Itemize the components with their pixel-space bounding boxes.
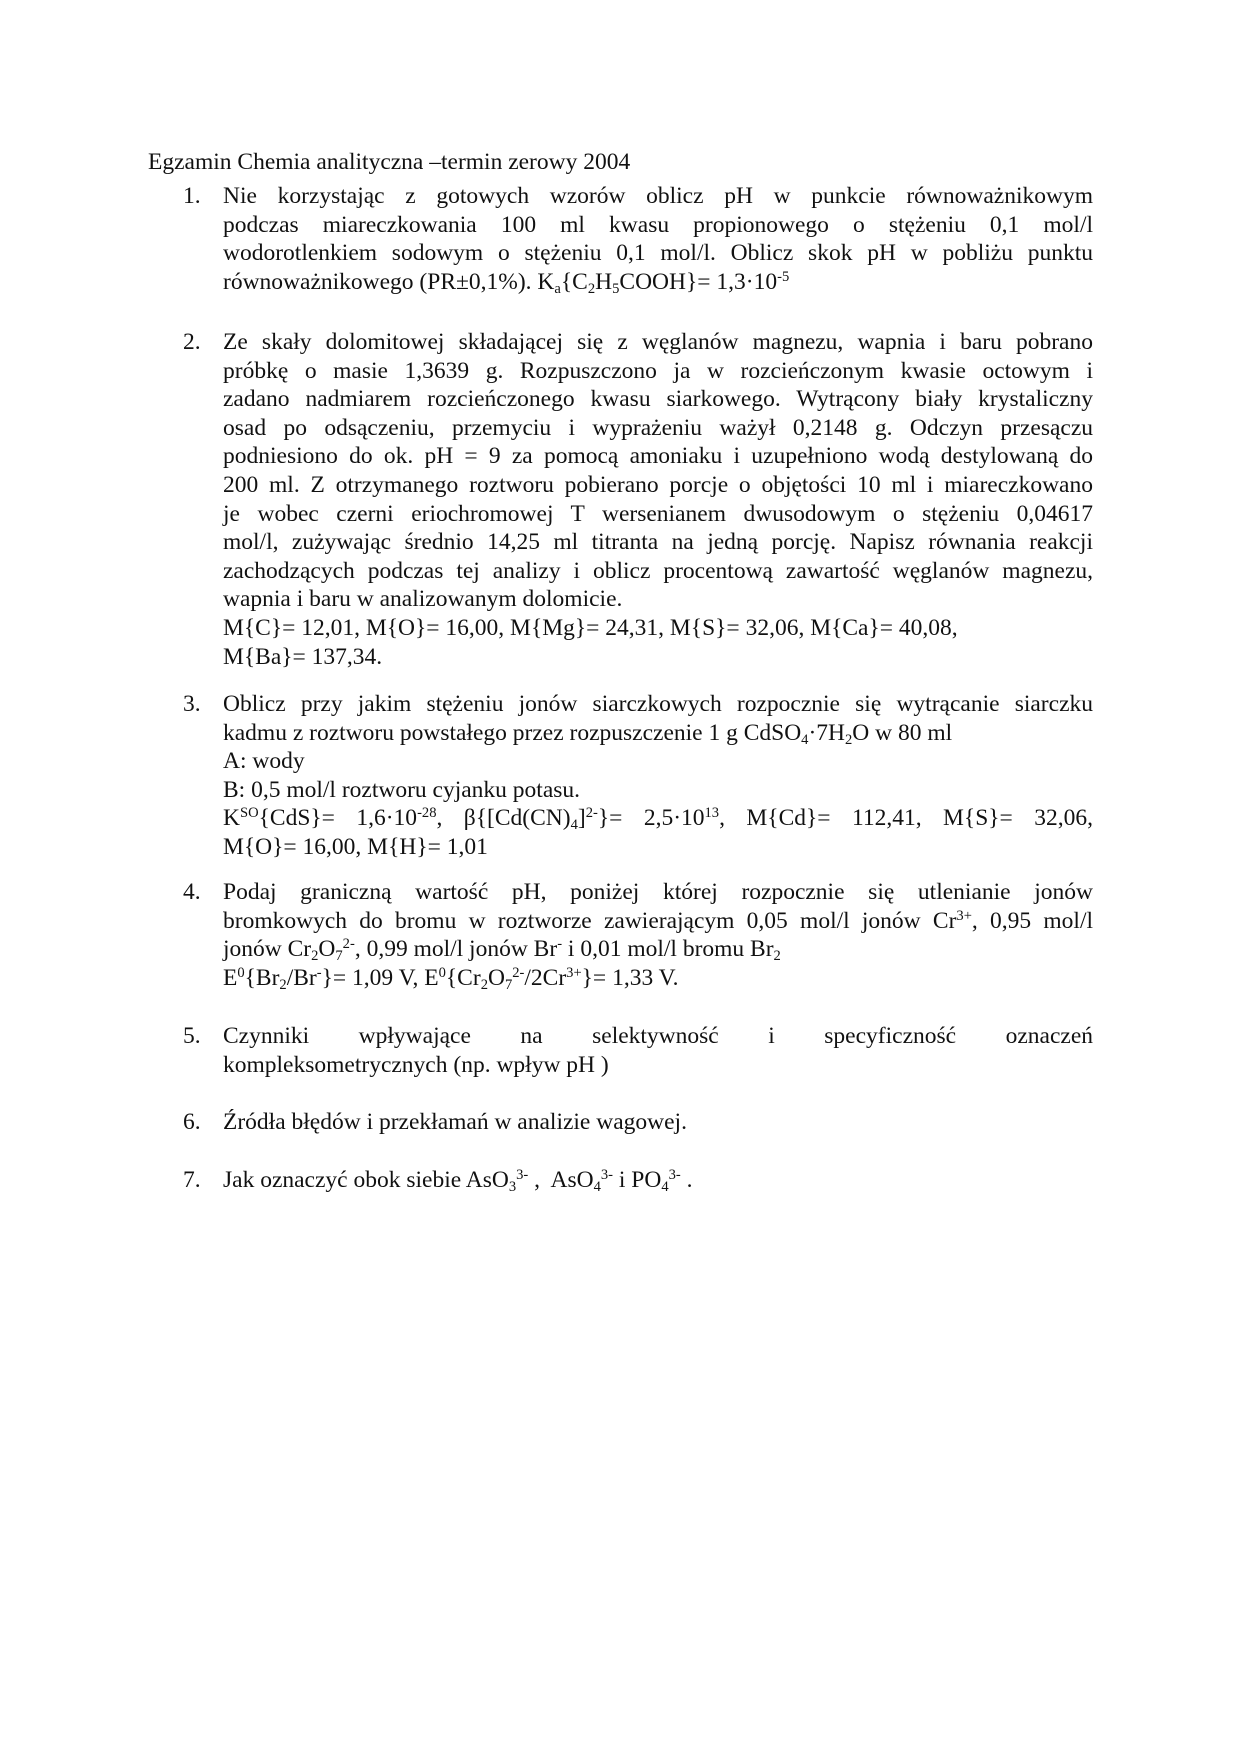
- text-line: podniesiono do ok. pH = 9 za pomocą amoniaku i uzupełniono wodą destylowaną do: [223, 443, 1093, 470]
- text-line: Jak oznaczyć obok siebie AsO$_3^{3-}$ , AsO$_4^{3-}$ i $PO_4^{3-}$ .: [223, 1167, 693, 1196]
- document-title: Egzamin Chemia analityczna –termin zerowy 2004: [148, 149, 631, 175]
- constants-line: $K^{SO}\{CdS\}= 1,6\cdot 10^{-28}$, $\beta\{[Cd(CN)_4]^{2-}\}= 2,5\cdot 10^{13}$, M{Cd}= 112,41, M{S}= 32,06,: [223, 805, 1093, 834]
- text-line: wodorotlenkiem sodowym o stężeniu 0,1 mol/l. Oblicz skok pH w pobliżu punktu: [223, 240, 1093, 267]
- text-line: Nie korzystając z gotowych wzorów oblicz pH w punkcie równoważnikowym: [223, 183, 1093, 209]
- question-number: 1.: [183, 183, 201, 209]
- question-body: [223, 1166, 1093, 1195]
- question-body: [223, 1108, 1093, 1137]
- text-line: Ze skały dolomitowej składającej się z węglanów magnezu, wapnia i baru pobrano: [223, 329, 1093, 355]
- text-line: kompleksometrycznych (np. wpływ pH ): [223, 1051, 609, 1078]
- text-line: jonów $Cr_2O_7^{2-}$, 0,99 mol/l jonów Br- i 0,01 mol/l bromu $Br_2$: [223, 936, 781, 965]
- text-line: bromkowych do bromu w roztworze zawierającym 0,05 mol/l jonów $Cr^{3+}$, 0,95 mol/l: [223, 907, 1094, 934]
- question-number: 4.: [183, 879, 201, 905]
- text-line: podczas miareczkowania 100 ml kwasu propionowego o stężeniu 0,1 mol/l: [223, 211, 1093, 238]
- potentials-line: $E^0\{Br_2/Br^-\}= 1,09$ V, $E^0\{Cr_2O_7^{2-}/2Cr^{3+}\}= 1,33$ V.: [223, 964, 679, 993]
- option-b: B: 0,5 mol/l roztworu cyjanku potasu.: [223, 776, 581, 803]
- text-line: osad po odsączeniu, przemyciu i wyprażeniu ważył 0,2148 g. Odczyn przesączu: [223, 414, 1093, 441]
- question-body: [223, 690, 1093, 862]
- text-line: Oblicz przy jakim stężeniu jonów siarczkowych rozpocznie się wytrącanie siarczku: [223, 691, 1093, 717]
- text-line: równoważnikowego (PR±0,1%). $K_a\{C_2H_5COOH\}= 1,3\cdot 10^{-5}$: [223, 268, 790, 297]
- option-a: A: wody: [223, 748, 305, 775]
- text-line: zadano nadmiarem rozcieńczonego kwasu siarkowego. Wytrącony biały krystaliczny: [223, 386, 1093, 413]
- text-line: kadmu z roztworu powstałego przez rozpuszczenie 1 g $CdSO_4\cdot 7H_2O$ w 80 ml: [223, 719, 953, 748]
- text-line: Źródła błędów i przekłamań w analizie wagowej.: [223, 1109, 687, 1135]
- text-line: Czynniki wpływające na selektywność i specyficzność oznaczeń: [223, 1023, 1093, 1049]
- question-number: 7.: [183, 1167, 201, 1193]
- text-line: je wobec czerni eriochromowej T wersenianem dwusodowym o stężeniu 0,04617: [223, 500, 1093, 527]
- question-body: [223, 182, 1093, 296]
- question-number: 2.: [183, 329, 201, 355]
- text-line: próbkę o masie 1,3639 g. Rozpuszczono ja w rozcieńczonym kwasie octowym i: [223, 357, 1093, 384]
- text-line: wapnia i baru w analizowanym dolomicie.: [223, 586, 623, 613]
- question-body: [223, 878, 1093, 992]
- question-body: [223, 1022, 1093, 1079]
- question-number: 5.: [183, 1023, 201, 1049]
- question-number: 6.: [183, 1109, 201, 1135]
- text-line: zachodzących podczas tej analizy i oblicz procentową zawartość węglanów magnezu,: [223, 557, 1093, 584]
- question-number: 3.: [183, 691, 201, 717]
- question-body: [223, 328, 1093, 671]
- text-line: Podaj graniczną wartość pH, poniżej której rozpocznie się utlenianie jonów: [223, 879, 1093, 905]
- molar-masses-line: M{C}= 12,01, M{O}= 16,00, M{Mg}= 24,31, M{S}= 32,06, M{Ca}= 40,08,: [223, 614, 958, 641]
- text-line: 200 ml. Z otrzymanego roztworu pobierano porcje o objętości 10 ml i miareczkowano: [223, 471, 1093, 498]
- text-line: mol/l, zużywając średnio 14,25 ml titranta na jedną porcję. Napisz równania reakcji: [223, 529, 1093, 556]
- constants-line: M{O}= 16,00, M{H}= 1,01: [223, 833, 488, 860]
- molar-masses-line: M{Ba}= 137,34.: [223, 643, 383, 670]
